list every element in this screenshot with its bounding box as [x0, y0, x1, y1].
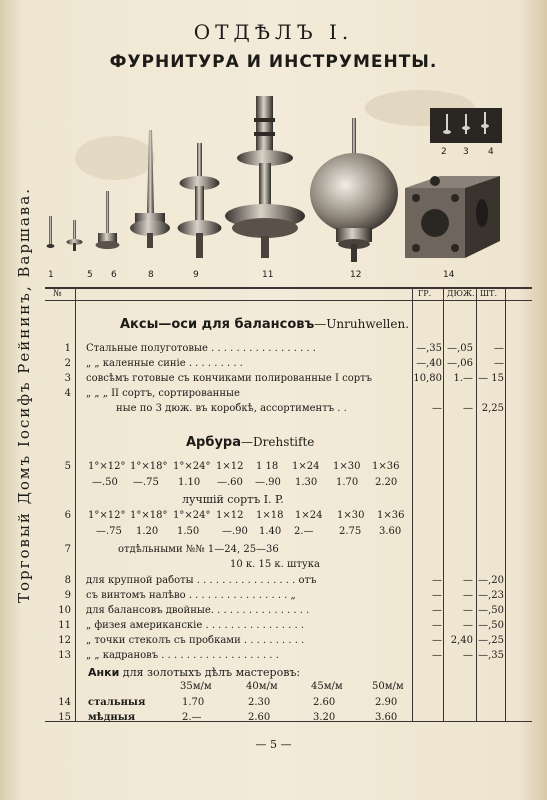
- price-gross: —: [432, 403, 442, 414]
- price-cell: 1.70: [336, 477, 359, 488]
- price-dozen: —: [463, 620, 473, 631]
- size-cell: 1 18: [256, 461, 279, 472]
- row-number: 1: [64, 343, 71, 354]
- column-header-dozen: ДЮЖ.: [447, 289, 475, 298]
- price-cell: 2.—: [182, 712, 202, 723]
- row-number: 4: [64, 388, 71, 399]
- price-cell: 2.30: [248, 697, 271, 708]
- price-cell: 1.10: [178, 477, 201, 488]
- price-cell: 2.—: [294, 526, 314, 537]
- price-piece: —,23: [478, 590, 504, 601]
- side-publisher-text: Торговый Домъ Іосифъ Рейнинъ, Варшава.: [15, 187, 33, 603]
- price-cell: —.75: [96, 526, 122, 537]
- price-piece: —,25: [478, 635, 504, 646]
- figure-label: 12: [350, 270, 362, 280]
- row-description: для крупной работы . . . . . . . . . . . . . . . . отъ: [86, 575, 317, 586]
- price-cell: —.60: [217, 477, 243, 488]
- price-cell: 2.20: [375, 477, 398, 488]
- price-dozen: —,05: [447, 343, 473, 354]
- column-header-gross: ГР.: [418, 289, 432, 298]
- row-description: „ точки стеколъ съ пробками . . . . . . . . . .: [86, 635, 305, 646]
- figure-label: 8: [148, 270, 154, 280]
- page-title: ФУРНИТУРА И ИНСТРУМЕНТЫ.: [109, 52, 438, 72]
- row-description: „ „ кадрановъ . . . . . . . . . . . . . . . . . . .: [86, 650, 279, 661]
- column-divider: [505, 287, 506, 721]
- row-number: 3: [64, 373, 71, 384]
- price-gross: —,35: [416, 343, 442, 354]
- size-header: 45м/м: [311, 681, 343, 692]
- row-description: „ физея американскіе . . . . . . . . . . . . . . . .: [86, 620, 304, 631]
- figure-label: 1: [48, 270, 54, 280]
- row-number: 15: [58, 712, 71, 723]
- department-heading: ОТДѢЛЪ I.: [193, 20, 354, 44]
- row-description: „ „ „ II сортъ, сортированные: [86, 388, 240, 399]
- row-number: 11: [58, 620, 71, 631]
- grade-heading: лучшій сортъ I. P.: [182, 493, 284, 506]
- figure-label: 3: [463, 147, 469, 157]
- figure-label: 4: [488, 147, 494, 157]
- row-description: отдѣльными №№ 1—24, 25—36: [118, 544, 279, 555]
- price-gross: 10,80: [413, 373, 442, 384]
- size-header: 50м/м: [372, 681, 404, 692]
- price-dozen: —: [463, 403, 473, 414]
- size-cell: 1×18: [256, 510, 284, 521]
- price-cell: —.75: [133, 477, 159, 488]
- figure-5: [67, 220, 83, 251]
- page-number: — 5 —: [255, 738, 292, 751]
- size-cell: 1°×12°: [88, 461, 126, 472]
- price-cell: —.90: [255, 477, 281, 488]
- price-cell: 2.60: [313, 697, 336, 708]
- figure-14: [405, 176, 500, 258]
- price-cell: 3.60: [379, 526, 402, 537]
- price-dozen: —: [463, 575, 473, 586]
- size-cell: 1×30: [333, 461, 361, 472]
- size-cell: 1°×24°: [173, 510, 211, 521]
- price-cell: 1.40: [259, 526, 282, 537]
- price-piece: —,20: [478, 575, 504, 586]
- row-description: съ винтомъ налѣво . . . . . . . . . . . . . . . . „: [86, 590, 296, 601]
- figure-label: 11: [262, 270, 274, 280]
- row-number: 6: [64, 510, 71, 521]
- column-header-no: №: [53, 289, 62, 299]
- size-cell: 1°×24°: [173, 461, 211, 472]
- size-cell: 1×36: [372, 461, 400, 472]
- figure-label: 6: [111, 270, 117, 280]
- price-gross: —: [432, 620, 442, 631]
- price-cell: 3.20: [313, 712, 336, 723]
- price-gross: —: [432, 635, 442, 646]
- row-number: 13: [58, 650, 71, 661]
- table-header-rule: [45, 300, 532, 301]
- figure-label: 5: [87, 270, 93, 280]
- price-piece: 2,25: [481, 403, 504, 414]
- price-dozen: —,06: [447, 358, 473, 369]
- size-cell: 1°×18°: [130, 510, 168, 521]
- price-cell: 1.70: [182, 697, 205, 708]
- figure-label: 9: [193, 270, 199, 280]
- row-description: совсѣмъ готовые съ кончиками полированные I сортъ: [86, 373, 373, 384]
- section-heading: Аксы—оси для балансовъ—Unruhwellen.: [120, 317, 410, 332]
- size-cell: 1×12: [216, 461, 244, 472]
- price-cell: —.50: [92, 477, 118, 488]
- price-dozen: —: [463, 650, 473, 661]
- figure-11: [225, 96, 305, 258]
- size-header: 40м/м: [246, 681, 278, 692]
- price-piece: —,35: [478, 650, 504, 661]
- row-number: 2: [64, 358, 71, 369]
- column-header-piece: ШТ.: [480, 289, 498, 298]
- size-header: 35м/м: [180, 681, 212, 692]
- section-heading: Арбура—Drehstifte: [186, 435, 315, 450]
- row-number: 14: [58, 697, 71, 708]
- row-description: „ „ каленные синіе . . . . . . . . .: [86, 358, 243, 369]
- price-dozen: 2,40: [450, 635, 473, 646]
- size-cell: 1°×18°: [130, 461, 168, 472]
- figure-1: [47, 216, 55, 248]
- price-cell: 2.75: [339, 526, 362, 537]
- row-description: для балансовъ двойные. . . . . . . . . . . . . . . .: [86, 605, 310, 616]
- row-description: Стальные полуготовые . . . . . . . . . . . . . . . . .: [86, 343, 316, 354]
- size-cell: 1×30: [337, 510, 365, 521]
- price-gross: —: [432, 605, 442, 616]
- size-cell: 1×12: [216, 510, 244, 521]
- row-number: 8: [64, 575, 71, 586]
- price-cell: 1.20: [136, 526, 159, 537]
- row-label: мѣдныя: [88, 712, 136, 723]
- price-piece: — 15: [478, 373, 504, 384]
- price-cell: 1.30: [295, 477, 318, 488]
- row-label: стальныя: [88, 697, 146, 708]
- price-cell: 2.90: [375, 697, 398, 708]
- row-number: 7: [64, 544, 71, 555]
- price-piece: —: [494, 343, 504, 354]
- row-number: 9: [64, 590, 71, 601]
- price-gross: —: [432, 590, 442, 601]
- price-dozen: —: [463, 605, 473, 616]
- size-cell: 1×24: [292, 461, 320, 472]
- price-piece: —: [494, 358, 504, 369]
- price-dozen: —: [463, 590, 473, 601]
- row-description: ные по 3 дюж. въ коробкѣ, ассортиментъ . .: [116, 403, 347, 414]
- figure-label: 2: [441, 147, 447, 157]
- price-dozen: 1.—: [453, 373, 473, 384]
- tools-illustration: [40, 88, 540, 283]
- figure-6: [96, 191, 120, 249]
- price-gross: —,40: [416, 358, 442, 369]
- column-divider: [75, 287, 76, 721]
- row-number: 10: [58, 605, 71, 616]
- row-number: 5: [64, 461, 71, 472]
- price-piece: —,50: [478, 605, 504, 616]
- figure-label: 14: [443, 270, 455, 280]
- price-gross: —: [432, 575, 442, 586]
- row-prices: 10 к. 15 к. штука: [230, 559, 320, 570]
- size-cell: 1×36: [377, 510, 405, 521]
- size-cell: 1×24: [295, 510, 323, 521]
- price-gross: —: [432, 650, 442, 661]
- figure-9: [178, 143, 222, 258]
- section-heading: Анки для золотыхъ дѣлъ мастеровъ:: [88, 666, 301, 679]
- price-cell: 2.60: [248, 712, 271, 723]
- figure-12: [310, 118, 398, 262]
- size-cell: 1°×12°: [88, 510, 126, 521]
- price-cell: —.90: [222, 526, 248, 537]
- price-piece: —,50: [478, 620, 504, 631]
- price-cell: 1.50: [177, 526, 200, 537]
- row-number: 12: [58, 635, 71, 646]
- figure-2-3-4: [430, 108, 502, 143]
- price-cell: 3.60: [375, 712, 398, 723]
